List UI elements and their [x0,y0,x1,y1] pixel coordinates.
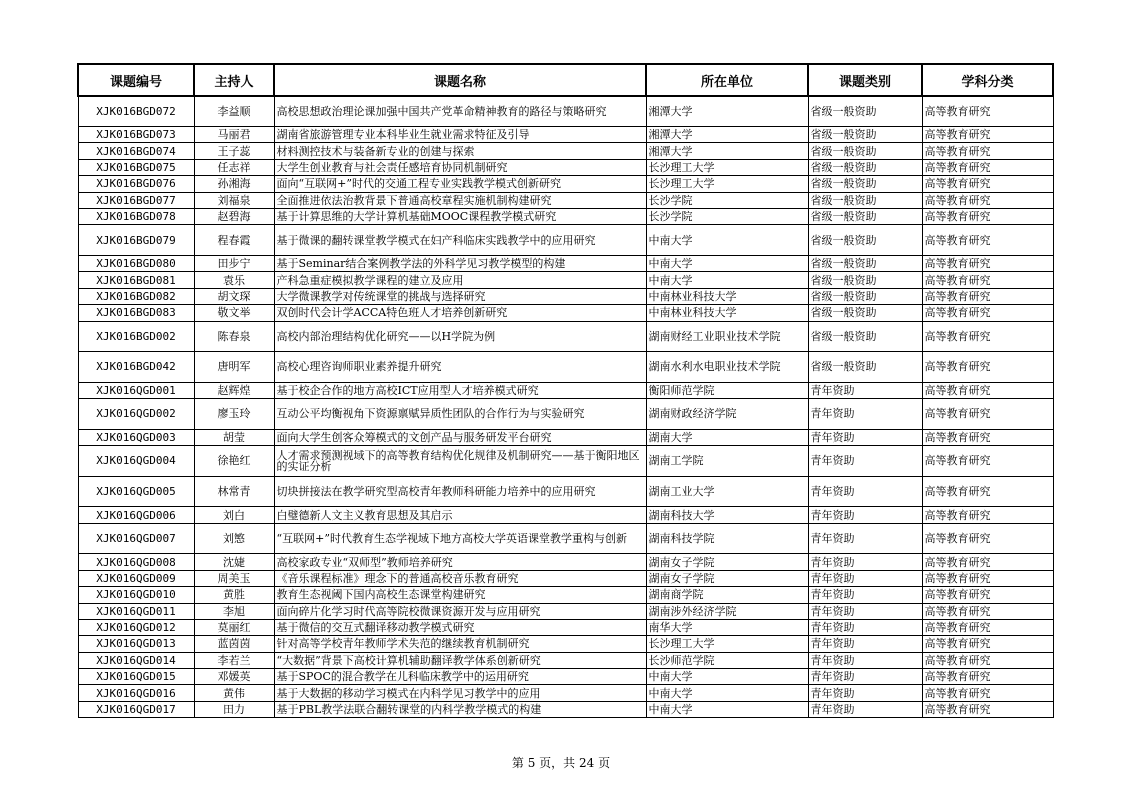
cell-field: 高等教育研究 [922,669,1053,685]
cell-field: 高等教育研究 [922,701,1053,717]
cell-title: 互动公平均衡视角下资源禀赋异质性团队的合作行为与实验研究 [274,399,646,430]
cell-field: 高等教育研究 [922,209,1053,225]
cell-unit: 湖南工业大学 [646,476,808,507]
cell-unit: 湖南财经工业职业技术学院 [646,321,808,352]
table-row [78,96,1053,127]
cell-unit: 湖南大学 [646,429,808,445]
table-row [78,669,1053,685]
cell-field: 高等教育研究 [922,176,1053,192]
header-title: 课题名称 [274,64,646,96]
table-row [78,603,1053,619]
cell-host: 廖玉玲 [194,399,274,430]
cell-host: 李益顺 [194,96,274,127]
cell-title: 基于Seminar结合案例教学法的外科学见习教学模型的构建 [274,256,646,272]
cell-host: 李若兰 [194,652,274,668]
cell-code: XJK016QGD012 [78,619,194,635]
cell-title: 大学微课教学对传统课堂的挑战与选择研究 [274,288,646,304]
cell-field: 高等教育研究 [922,96,1053,127]
cell-category: 省级一般资助 [808,321,922,352]
cell-host: 任志祥 [194,159,274,175]
cell-code: XJK016BGD079 [78,225,194,256]
cell-host: 马丽君 [194,127,274,143]
cell-unit: 湖南科技大学 [646,507,808,523]
cell-host: 刘福泉 [194,192,274,208]
cell-field: 高等教育研究 [922,619,1053,635]
cell-code: XJK016BGD072 [78,96,194,127]
cell-unit: 中南大学 [646,272,808,288]
table-row [78,652,1053,668]
cell-code: XJK016QGD001 [78,382,194,398]
cell-unit: 中南林业科技大学 [646,288,808,304]
cell-code: XJK016BGD083 [78,305,194,321]
cell-host: 袁乐 [194,272,274,288]
cell-field: 高等教育研究 [922,429,1053,445]
cell-title: 面向“互联网+”时代的交通工程专业实践教学模式创新研究 [274,176,646,192]
table-row [78,321,1053,352]
table-row [78,446,1053,477]
cell-field: 高等教育研究 [922,399,1053,430]
table-row [78,429,1053,445]
cell-field: 高等教育研究 [922,603,1053,619]
table-row [78,176,1053,192]
cell-field: 高等教育研究 [922,446,1053,477]
cell-host: 程春霞 [194,225,274,256]
page-footer: 第 5 页，共 24 页 [511,756,611,770]
cell-field: 高等教育研究 [922,507,1053,523]
cell-field: 高等教育研究 [922,570,1053,586]
cell-unit: 中南大学 [646,669,808,685]
cell-host: 田力 [194,701,274,717]
cell-code: XJK016QGD016 [78,685,194,701]
cell-category: 省级一般资助 [808,272,922,288]
table-row [78,523,1053,554]
cell-field: 高等教育研究 [922,288,1053,304]
table-row [78,225,1053,256]
cell-field: 高等教育研究 [922,476,1053,507]
cell-host: 胡文琛 [194,288,274,304]
cell-host: 敬文举 [194,305,274,321]
cell-category: 青年资助 [808,669,922,685]
cell-title: 切块拼接法在教学研究型高校青年教师科研能力培养中的应用研究 [274,476,646,507]
cell-code: XJK016BGD082 [78,288,194,304]
cell-code: XJK016BGD078 [78,209,194,225]
cell-category: 青年资助 [808,382,922,398]
cell-title: “互联网+”时代教育生态学视域下地方高校大学英语课堂教学重构与创新 [274,523,646,554]
cell-field: 高等教育研究 [922,192,1053,208]
cell-category: 青年资助 [808,554,922,570]
cell-category: 青年资助 [808,652,922,668]
cell-title: 基于计算思维的大学计算机基础MOOC课程教学模式研究 [274,209,646,225]
cell-category: 青年资助 [808,399,922,430]
cell-unit: 湘潭大学 [646,143,808,159]
cell-category: 省级一般资助 [808,159,922,175]
header-category: 课题类别 [808,64,922,96]
cell-category: 青年资助 [808,636,922,652]
cell-field: 高等教育研究 [922,272,1053,288]
cell-category: 青年资助 [808,603,922,619]
cell-unit: 湘潭大学 [646,96,808,127]
cell-unit: 长沙学院 [646,192,808,208]
cell-unit: 湘潭大学 [646,127,808,143]
cell-title: 双创时代会计学ACCA特色班人才培养创新研究 [274,305,646,321]
cell-field: 高等教育研究 [922,159,1053,175]
cell-unit: 湖南女子学院 [646,554,808,570]
cell-code: XJK016QGD015 [78,669,194,685]
cell-title: 基于微信的交互式翻译移动教学模式研究 [274,619,646,635]
cell-host: 刘慜 [194,523,274,554]
cell-field: 高等教育研究 [922,636,1053,652]
cell-field: 高等教育研究 [922,652,1053,668]
table-row [78,701,1053,717]
cell-category: 青年资助 [808,587,922,603]
cell-code: XJK016QGD003 [78,429,194,445]
cell-host: 刘白 [194,507,274,523]
cell-title: 材料测控技术与装备新专业的创建与探索 [274,143,646,159]
table-row [78,272,1053,288]
cell-host: 黄胜 [194,587,274,603]
cell-code: XJK016BGD076 [78,176,194,192]
cell-code: XJK016QGD010 [78,587,194,603]
cell-host: 唐明军 [194,352,274,383]
table-row [78,554,1053,570]
cell-field: 高等教育研究 [922,143,1053,159]
cell-host: 赵碧海 [194,209,274,225]
table-row [78,399,1053,430]
table-row [78,209,1053,225]
cell-code: XJK016QGD014 [78,652,194,668]
cell-unit: 长沙理工大学 [646,159,808,175]
table-row [78,507,1053,523]
cell-code: XJK016QGD011 [78,603,194,619]
cell-title: 基于微课的翻转课堂教学模式在妇产科临床实践教学中的应用研究 [274,225,646,256]
cell-code: XJK016BGD081 [78,272,194,288]
table-row [78,570,1053,586]
cell-code: XJK016QGD017 [78,701,194,717]
table-row [78,352,1053,383]
cell-unit: 湖南工学院 [646,446,808,477]
cell-field: 高等教育研究 [922,352,1053,383]
cell-unit: 湖南科技学院 [646,523,808,554]
cell-host: 李旭 [194,603,274,619]
table-row [78,587,1053,603]
cell-field: 高等教育研究 [922,685,1053,701]
cell-title: 高校心理咨询师职业素养提升研究 [274,352,646,383]
cell-title: 产科急重症模拟教学课程的建立及应用 [274,272,646,288]
cell-host: 莫丽红 [194,619,274,635]
table-row [78,256,1053,272]
cell-title: 基于PBL教学法联合翻转课堂的内科学教学模式的构建 [274,701,646,717]
cell-host: 蓝茵茵 [194,636,274,652]
header-field: 学科分类 [922,64,1053,96]
cell-code: XJK016QGD013 [78,636,194,652]
cell-category: 省级一般资助 [808,192,922,208]
cell-field: 高等教育研究 [922,554,1053,570]
cell-title: 基于大数据的移动学习模式在内科学见习教学中的应用 [274,685,646,701]
cell-title: 湖南省旅游管理专业本科毕业生就业需求特征及引导 [274,127,646,143]
cell-field: 高等教育研究 [922,127,1053,143]
cell-title: 高校内部治理结构优化研究——以H学院为例 [274,321,646,352]
cell-host: 孙湘海 [194,176,274,192]
header-row [78,64,1053,96]
cell-host: 王子蕊 [194,143,274,159]
cell-unit: 长沙理工大学 [646,636,808,652]
cell-code: XJK016QGD006 [78,507,194,523]
cell-category: 省级一般资助 [808,305,922,321]
cell-category: 省级一般资助 [808,127,922,143]
cell-code: XJK016BGD042 [78,352,194,383]
cell-title: 全面推进依法治教背景下普通高校章程实施机制构建研究 [274,192,646,208]
table-body [78,96,1053,718]
cell-host: 胡莹 [194,429,274,445]
cell-unit: 长沙师范学院 [646,652,808,668]
cell-category: 省级一般资助 [808,209,922,225]
cell-code: XJK016QGD007 [78,523,194,554]
cell-field: 高等教育研究 [922,256,1053,272]
cell-category: 省级一般资助 [808,96,922,127]
cell-category: 省级一般资助 [808,352,922,383]
cell-title: 大学生创业教育与社会责任感培育协同机制研究 [274,159,646,175]
cell-title: 针对高等学校青年教师学术失范的继续教育机制研究 [274,636,646,652]
cell-title: 白璧德新人文主义教育思想及其启示 [274,507,646,523]
cell-title: 教育生态视阈下国内高校生态课堂构建研究 [274,587,646,603]
cell-category: 青年资助 [808,446,922,477]
cell-host: 黄伟 [194,685,274,701]
cell-field: 高等教育研究 [922,523,1053,554]
cell-category: 青年资助 [808,570,922,586]
cell-host: 周美玉 [194,570,274,586]
cell-unit: 长沙学院 [646,209,808,225]
cell-field: 高等教育研究 [922,382,1053,398]
cell-category: 省级一般资助 [808,143,922,159]
cell-category: 青年资助 [808,429,922,445]
cell-unit: 湖南女子学院 [646,570,808,586]
cell-unit: 衡阳师范学院 [646,382,808,398]
cell-code: XJK016QGD002 [78,399,194,430]
cell-unit: 中南大学 [646,225,808,256]
cell-category: 青年资助 [808,507,922,523]
cell-title: 基于校企合作的地方高校ICT应用型人才培养模式研究 [274,382,646,398]
cell-title: 高校家政专业“双师型”教师培养研究 [274,554,646,570]
cell-unit: 中南大学 [646,256,808,272]
cell-code: XJK016BGD077 [78,192,194,208]
cell-unit: 湖南涉外经济学院 [646,603,808,619]
cell-code: XJK016BGD002 [78,321,194,352]
cell-category: 青年资助 [808,476,922,507]
cell-code: XJK016BGD080 [78,256,194,272]
table-row [78,305,1053,321]
cell-field: 高等教育研究 [922,305,1053,321]
cell-unit: 南华大学 [646,619,808,635]
cell-title: 基于SPOC的混合教学在儿科临床教学中的运用研究 [274,669,646,685]
cell-title: 高校思想政治理论课加强中国共产党革命精神教育的路径与策略研究 [274,96,646,127]
cell-category: 省级一般资助 [808,288,922,304]
cell-unit: 湖南水利水电职业技术学院 [646,352,808,383]
cell-title: 人才需求预测视域下的高等教育结构优化规律及机制研究——基于衡阳地区的实证分析 [274,446,646,477]
table-row [78,159,1053,175]
cell-category: 省级一般资助 [808,176,922,192]
table-row [78,685,1053,701]
cell-unit: 长沙理工大学 [646,176,808,192]
cell-host: 赵辉煌 [194,382,274,398]
cell-host: 陈春泉 [194,321,274,352]
cell-title: “大数据”背景下高校计算机辅助翻译教学体系创新研究 [274,652,646,668]
table-row [78,143,1053,159]
cell-category: 省级一般资助 [808,225,922,256]
cell-host: 邓媛英 [194,669,274,685]
cell-title: 面向大学生创客众筹模式的文创产品与服务研发平台研究 [274,429,646,445]
cell-host: 田步宁 [194,256,274,272]
header-code: 课题编号 [78,64,194,96]
cell-code: XJK016BGD075 [78,159,194,175]
cell-unit: 中南大学 [646,701,808,717]
cell-category: 青年资助 [808,685,922,701]
cell-unit: 中南大学 [646,685,808,701]
header-unit: 所在单位 [646,64,808,96]
table-row [78,127,1053,143]
table-row [78,192,1053,208]
table-row [78,382,1053,398]
header-host: 主持人 [194,64,274,96]
cell-field: 高等教育研究 [922,321,1053,352]
cell-field: 高等教育研究 [922,225,1053,256]
cell-field: 高等教育研究 [922,587,1053,603]
cell-host: 沈婕 [194,554,274,570]
cell-category: 青年资助 [808,701,922,717]
cell-unit: 湖南财政经济学院 [646,399,808,430]
cell-code: XJK016QGD004 [78,446,194,477]
cell-code: XJK016BGD073 [78,127,194,143]
table-row [78,476,1053,507]
cell-code: XJK016BGD074 [78,143,194,159]
cell-category: 青年资助 [808,523,922,554]
table-row [78,619,1053,635]
cell-title: 《音乐课程标准》理念下的普通高校音乐教育研究 [274,570,646,586]
table-row [78,636,1053,652]
cell-category: 省级一般资助 [808,256,922,272]
cell-category: 青年资助 [808,619,922,635]
cell-host: 徐艳红 [194,446,274,477]
cell-unit: 中南林业科技大学 [646,305,808,321]
table-row [78,288,1053,304]
cell-code: XJK016QGD005 [78,476,194,507]
cell-code: XJK016QGD008 [78,554,194,570]
cell-host: 林常青 [194,476,274,507]
cell-title: 面向碎片化学习时代高等院校微课资源开发与应用研究 [274,603,646,619]
project-table [77,63,1054,718]
cell-code: XJK016QGD009 [78,570,194,586]
cell-unit: 湖南商学院 [646,587,808,603]
